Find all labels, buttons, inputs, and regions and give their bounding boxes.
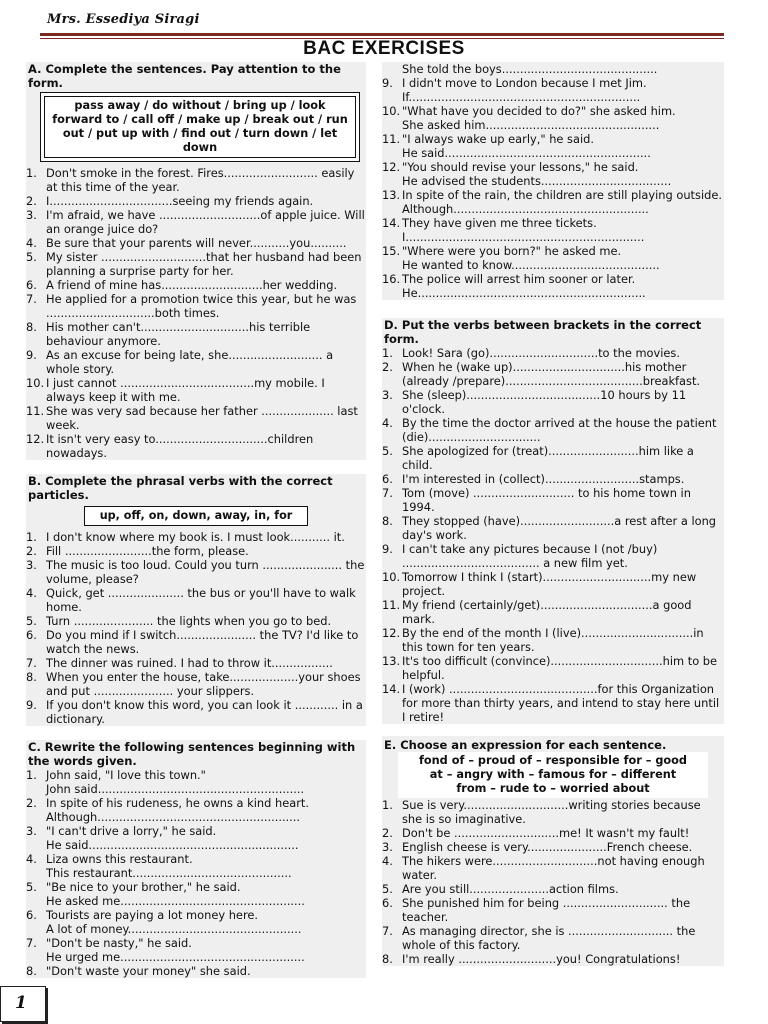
item-text: Be sure that your parents will never...........you..........	[46, 236, 347, 250]
item-answer-line: He advised the students....................................	[402, 174, 672, 188]
list-item	[26, 292, 366, 320]
list-item	[382, 160, 724, 188]
item-number: 2.	[26, 194, 37, 208]
item-text: "Don't be nasty," he said.	[46, 936, 192, 950]
list-item	[26, 208, 366, 236]
item-text: "I can't drive a lorry," he said.	[46, 824, 217, 838]
item-text: She apologized for (treat).........................him like a child.	[402, 444, 694, 472]
list-item	[26, 166, 366, 194]
item-number: 13.	[382, 188, 401, 202]
item-text: It's too difficult (convince)...............................him to be helpful.	[402, 654, 718, 682]
item-number: 4.	[382, 854, 393, 868]
list-item	[382, 924, 724, 952]
item-answer-line: He urged me...................................................	[46, 950, 305, 964]
item-answer-line: John said.........................................................	[46, 782, 305, 796]
item-text: She punished him for being ............................. the teacher.	[402, 896, 691, 924]
item-number: 7.	[26, 292, 37, 306]
item-number: 9.	[26, 348, 37, 362]
list-item	[382, 132, 724, 160]
list-item	[26, 432, 366, 460]
item-number: 1.	[26, 530, 37, 544]
list-item	[26, 796, 366, 824]
list-item	[382, 570, 724, 598]
item-text: They stopped (have)..........................a rest after a long day's work.	[402, 514, 717, 542]
list-item	[382, 542, 724, 570]
item-text: I can't take any pictures because I (not /buy) ...................................... a new film yet.	[402, 542, 658, 570]
item-text: John said, "I love this town."	[46, 768, 206, 782]
item-text: "You should revise your lessons," he said.	[402, 160, 639, 174]
item-answer-line: He said.........................................................	[402, 146, 651, 160]
section-a-list	[26, 166, 366, 460]
item-number: 4.	[26, 586, 37, 600]
item-text: My sister .............................that her husband had been planning a surprise party for her.	[46, 250, 362, 278]
item-text: As managing director, she is ............................. the whole of this factory.	[402, 924, 696, 952]
item-number: 8.	[26, 964, 37, 978]
list-item	[382, 216, 724, 244]
item-answer-line: A lot of money................................................	[46, 922, 302, 936]
item-text: His mother can't..............................his terrible behaviour anymore.	[46, 320, 311, 348]
item-answer-line: Although......................................................	[402, 202, 649, 216]
list-item	[382, 76, 724, 104]
list-item	[26, 544, 366, 558]
section-c	[26, 740, 366, 978]
section-d-list	[382, 346, 724, 724]
section-c-list-continued	[382, 76, 724, 300]
item-answer-line: This restaurant............................................	[46, 866, 292, 880]
item-number: 12.	[382, 626, 401, 640]
list-item	[26, 964, 366, 978]
item-number: 1.	[26, 768, 37, 782]
item-number: 15.	[382, 244, 401, 258]
item-number: 4.	[26, 236, 37, 250]
list-item	[382, 486, 724, 514]
list-item	[26, 698, 366, 726]
item-text: I don't know where my book is. I must look........... it.	[46, 530, 345, 544]
list-item	[26, 880, 366, 908]
list-item	[26, 278, 366, 292]
item-text: Sue is very.............................writing stories because she is so imaginative.	[402, 798, 701, 826]
item-text: I'm afraid, we have ............................of apple juice. Will an orange juice do?	[46, 208, 365, 236]
item-text: The dinner was ruined. I had to throw it.................	[46, 656, 333, 670]
list-item	[382, 416, 724, 444]
list-item	[382, 598, 724, 626]
item-number: 5.	[382, 444, 393, 458]
list-item	[26, 320, 366, 348]
list-item	[382, 826, 724, 840]
list-item	[382, 952, 724, 966]
item-answer-line: If................................................................	[402, 90, 641, 104]
item-answer-line: She asked him................................................	[402, 118, 660, 132]
item-text: By the time the doctor arrived at the house the patient (die)...............................	[402, 416, 717, 444]
list-item	[26, 250, 366, 278]
item-text: Tomorrow I think I (start)..............................my new project.	[402, 570, 697, 598]
section-e-list	[382, 798, 724, 966]
item-text: "Don't waste your money" she said.	[46, 964, 251, 978]
list-item	[26, 348, 366, 376]
item-text: My friend (certainly/get)...............................a good mark.	[402, 598, 692, 626]
item-number: 8.	[26, 670, 37, 684]
item-text: Liza owns this restaurant.	[46, 852, 193, 866]
section-e	[382, 736, 724, 966]
item-number: 7.	[26, 656, 37, 670]
item-text: It isn't very easy to...............................children nowadays.	[46, 432, 314, 460]
item-number: 3.	[382, 840, 393, 854]
item-text: "I always wake up early," he said.	[402, 132, 594, 146]
list-item	[26, 376, 366, 404]
item-number: 1.	[382, 798, 393, 812]
item-text: They have given me three tickets.	[402, 216, 597, 230]
item-number: 11.	[26, 404, 45, 418]
item-text: The police will arrest him sooner or later.	[402, 272, 636, 286]
item-text: The music is too loud. Could you turn ...................... the volume, please?	[46, 558, 365, 586]
list-item	[382, 682, 724, 724]
list-item	[26, 628, 366, 656]
item-text: In spite of his rudeness, he owns a kind heart.	[46, 796, 309, 810]
list-item	[26, 824, 366, 852]
item-answer-line: I..................................................................	[402, 230, 645, 244]
item-text: Tourists are paying a lot money here.	[46, 908, 259, 922]
list-item	[26, 614, 366, 628]
item-number: 5.	[26, 880, 37, 894]
list-item	[26, 656, 366, 670]
list-item	[26, 586, 366, 614]
list-item	[382, 854, 724, 882]
list-item	[382, 798, 724, 826]
item-number: 10.	[382, 570, 401, 584]
item-text: If you don't know this word, you can look it ............ in a dictionary.	[46, 698, 363, 726]
item-number: 10.	[382, 104, 401, 118]
left-column	[26, 62, 366, 978]
section-b-heading: B. Complete the phrasal verbs with the correct particles.	[28, 474, 333, 502]
page-number: 1	[15, 993, 27, 1013]
item-text: Don't be .............................me! It wasn't my fault!	[402, 826, 690, 840]
list-item	[26, 558, 366, 586]
item-text: Turn ...................... the lights when you go to bed.	[46, 614, 332, 628]
header-rule	[40, 33, 724, 36]
list-item	[382, 444, 724, 472]
item-text: As an excuse for being late, she.......................... a whole story.	[46, 348, 334, 376]
item-number: 12.	[382, 160, 401, 174]
item-number: 5.	[382, 882, 393, 896]
section-c-heading: C. Rewrite the following sentences beginning with the words given.	[28, 740, 356, 768]
list-item	[26, 670, 366, 698]
section-d	[382, 318, 724, 724]
list-item	[382, 104, 724, 132]
item-number: 9.	[26, 698, 37, 712]
item-number: 2.	[26, 544, 37, 558]
item-number: 6.	[382, 472, 393, 486]
section-c-list	[26, 768, 366, 978]
list-item	[382, 896, 724, 924]
item-number: 3.	[26, 208, 37, 222]
item-number: 4.	[382, 416, 393, 430]
list-item	[26, 236, 366, 250]
item-text: When you enter the house, take...................your shoes and put ...................... your slippers.	[46, 670, 361, 698]
item-number: 7.	[26, 936, 37, 950]
item-text: The hikers were.............................not having enough water.	[402, 854, 705, 882]
list-item	[382, 388, 724, 416]
list-item	[382, 346, 724, 360]
section-a-heading: A. Complete the sentences. Pay attention to the form.	[28, 62, 341, 90]
item-text: I just cannot .....................................my mobile. I always keep it with me.	[46, 376, 325, 404]
item-text: Quick, get ..................... the bus or you'll have to walk home.	[46, 586, 356, 614]
item-number: 11.	[382, 132, 401, 146]
item-text: When he (wake up)...............................his mother (already /prepare)......................................breakfast.	[402, 360, 701, 388]
item-number: 6.	[382, 896, 393, 910]
item-text: Are you still......................action films.	[402, 882, 619, 896]
item-number: 1.	[26, 166, 37, 180]
item-text: "Where were you born?" he asked me.	[402, 244, 622, 258]
item-number: 6.	[26, 908, 37, 922]
item-text: English cheese is very......................French cheese.	[402, 840, 693, 854]
item-text: By the end of the month I (live)...............................in this town for ten years.	[402, 626, 704, 654]
item-number: 11.	[382, 598, 401, 612]
item-number: 16.	[382, 272, 401, 286]
section-e-expression-box: fond of – proud of – responsible for – good at – angry with – famous for – different from – rude to – worried about	[398, 752, 708, 798]
list-item	[382, 360, 724, 388]
page-number-badge	[0, 986, 46, 1022]
list-item	[26, 404, 366, 432]
item-number: 3.	[26, 824, 37, 838]
item-number: 6.	[26, 628, 37, 642]
item-text: A friend of mine has............................her wedding.	[46, 278, 338, 292]
item-number: 3.	[26, 558, 37, 572]
item-number: 4.	[26, 852, 37, 866]
item-number: 5.	[26, 614, 37, 628]
list-item	[26, 530, 366, 544]
item-text: Don't smoke in the forest. Fires.......................... easily at this time of the year.	[46, 166, 355, 194]
section-c-carry-over: She told the boys...........................................	[402, 62, 658, 76]
item-number: 2.	[26, 796, 37, 810]
item-text: She was very sad because her father .................... last week.	[46, 404, 358, 432]
list-item	[26, 852, 366, 880]
item-text: I'm interested in (collect)..........................stamps.	[402, 472, 685, 486]
item-number: 6.	[26, 278, 37, 292]
item-number: 8.	[26, 320, 37, 334]
item-text: I'm really ...........................you! Congratulations!	[402, 952, 681, 966]
list-item	[382, 188, 724, 216]
item-text: He applied for a promotion twice this year, but he was ..............................both times.	[46, 292, 357, 320]
author-name: Mrs. Essediya Siragi	[47, 12, 200, 27]
section-b	[26, 474, 366, 726]
section-a-word-box: pass away / do without / bring up / look forward to / call off / make up / break out / run out / put up with / find out / turn down / let down	[44, 96, 356, 158]
item-number: 13.	[382, 654, 401, 668]
list-item	[26, 908, 366, 936]
item-text: I (work) .........................................for this Organization for more than thirty years, and intend to stay here until I retire!	[402, 682, 720, 724]
item-text: Tom (move) ............................ to his home town in 1994.	[402, 486, 691, 514]
item-number: 7.	[382, 486, 393, 500]
list-item	[382, 654, 724, 682]
item-number: 10.	[26, 376, 45, 390]
item-number: 14.	[382, 216, 401, 230]
page-title: BAC EXERCISES	[303, 38, 465, 59]
list-item	[382, 272, 724, 300]
list-item	[382, 514, 724, 542]
item-answer-line: Although........................................................	[46, 810, 301, 824]
section-c-continued	[382, 62, 724, 300]
item-text: I didn't move to London because I met Jim.	[402, 76, 647, 90]
item-number: 3.	[382, 388, 393, 402]
list-item	[26, 194, 366, 208]
list-item	[26, 768, 366, 796]
item-text: Do you mind if I switch...................... the TV? I'd like to watch the news.	[46, 628, 359, 656]
item-number: 12.	[26, 432, 45, 446]
section-e-heading: E. Choose an expression for each sentence.	[384, 738, 667, 752]
item-number: 2.	[382, 826, 393, 840]
item-number: 2.	[382, 360, 393, 374]
item-text: I..................................seeing my friends again.	[46, 194, 314, 208]
item-answer-line: He...............................................................	[402, 286, 646, 300]
list-item	[382, 840, 724, 854]
section-a-word-box-frame	[40, 92, 360, 162]
item-text: Fill ........................the form, please.	[46, 544, 249, 558]
section-b-word-box: up, off, on, down, away, in, for	[84, 506, 308, 526]
list-item	[382, 244, 724, 272]
list-item	[382, 472, 724, 486]
item-text: "What have you decided to do?" she asked him.	[402, 104, 676, 118]
item-answer-line: He said..........................................................	[46, 838, 299, 852]
list-item	[26, 936, 366, 964]
item-text: She (sleep).....................................10 hours by 11 o'clock.	[402, 388, 687, 416]
section-b-list	[26, 530, 366, 726]
item-answer-line: He asked me...................................................	[46, 894, 305, 908]
list-item	[382, 882, 724, 896]
item-number: 8.	[382, 514, 393, 528]
item-number: 5.	[26, 250, 37, 264]
list-item	[382, 626, 724, 654]
item-number: 9.	[382, 542, 393, 556]
item-number: 1.	[382, 346, 393, 360]
item-number: 14.	[382, 682, 401, 696]
item-text: Look! Sara (go)..............................to the movies.	[402, 346, 680, 360]
section-d-heading: D. Put the verbs between brackets in the correct form.	[384, 318, 702, 346]
right-column	[382, 62, 724, 966]
item-number: 9.	[382, 76, 393, 90]
item-number: 7.	[382, 924, 393, 938]
item-text: In spite of the rain, the children are still playing outside.	[402, 188, 722, 202]
item-answer-line: He wanted to know.........................................	[402, 258, 660, 272]
section-a	[26, 62, 366, 460]
item-text: "Be nice to your brother," he said.	[46, 880, 241, 894]
item-number: 8.	[382, 952, 393, 966]
